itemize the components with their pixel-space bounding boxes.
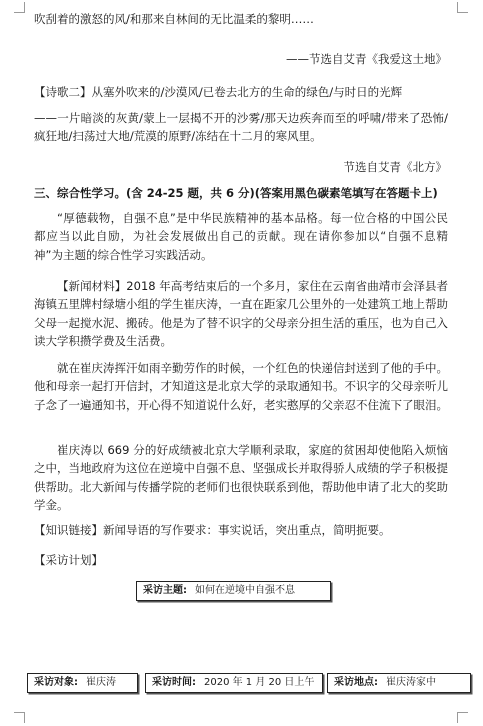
news-material-paragraph: 【新闻材料】2018 年高考结束后的一个多月，家住在云南省曲靖市会泽县者海镇五里牌村绿塘小组的学生崔庆涛，一直在距家几公里外的一处建筑工地上帮助父母一起搅水泥、搬砖。他是为了替不识字的父母亲分担生活的重压，也为自己入读大学积攒学费及生活费。 xyxy=(34,279,448,349)
theme-value: 如何在逆境中自强不息 xyxy=(195,585,295,596)
place-key: 采访地点: xyxy=(334,677,378,688)
knowledge-link: 【知识链接】新闻导语的写作要求：事实说话，突出重点，简明扼要。 xyxy=(34,523,391,537)
news-paragraph-3: 崔庆涛以 669 分的好成绩被北京大学顺利录取，家庭的贫困却使他陷入烦恼之中，当地政府为这位在逆境中自强不息、坚强成长并取得骄人成绩的学子积极提供帮助。北大新闻与传播学院的老师们也很快联系到他，帮助他申请了北大的奖助学金。 xyxy=(34,443,448,513)
page-corner-mark-bottom-right xyxy=(457,712,468,723)
poem-source-2: 节选自艾青《北方》 xyxy=(343,160,447,174)
poem-two-continuation: ——一片暗淡的灰黄/蒙上一层揭不开的沙雾/那天边疾奔而至的呼啸/带来了恐怖/疯狂地/扫荡过大地/荒漠的原野/冻结在十二月的寒风里。 xyxy=(34,111,448,144)
time-key: 采访时间: xyxy=(152,677,196,688)
page-corner-mark-top-left xyxy=(14,2,25,13)
object-value: 崔庆涛 xyxy=(86,677,116,688)
interview-object-box xyxy=(27,673,138,693)
interview-time-box xyxy=(145,673,323,693)
poem-source-1: ——节选自艾青《我爱这土地》 xyxy=(286,52,447,66)
intro-paragraph: “厚德载物，自强不息”是中华民族精神的基本品格。每一位合格的中国公民都应当以此自励，为社会发展做出自己的贡献。现在请你参加以“自强不息精神”为主题的综合性学习实践活动。 xyxy=(34,211,448,262)
object-key: 采访对象: xyxy=(34,677,78,688)
place-value: 崔庆涛家中 xyxy=(386,677,436,688)
news-paragraph-2: 就在崔庆涛挥汗如雨辛勤劳作的时候，一个红色的快递信封送到了他的手中。他和母亲一起打开信封，才知道这是北京大学的录取通知书。不识字的父母亲听儿子念了一遍通知书，开心得不知道说什么好，老实憨厚的父亲忍不住流下了眼泪。 xyxy=(34,361,448,412)
time-value: 2020 年 1 月 20 日上午 xyxy=(204,677,315,688)
page-corner-mark-top-right xyxy=(457,2,468,13)
poem-two-line: 【诗歌二】从塞外吹来的/沙漠风/已卷去北方的生命的绿色/与时日的光辉 xyxy=(34,85,403,99)
theme-key: 采访主题: xyxy=(143,585,187,596)
interview-theme-box xyxy=(136,581,331,601)
interview-place-box xyxy=(327,673,471,693)
page-corner-mark-bottom-left xyxy=(14,712,25,723)
poem-line-1: 吹刮着的激怒的风/和那来自林间的无比温柔的黎明…… xyxy=(34,12,314,26)
interview-plan-label: 【采访计划】 xyxy=(34,553,103,567)
section-heading: 三、综合性学习。(含 24-25 题，共 6 分)(答案用黑色碳素笔填写在答题卡上) xyxy=(34,186,438,200)
